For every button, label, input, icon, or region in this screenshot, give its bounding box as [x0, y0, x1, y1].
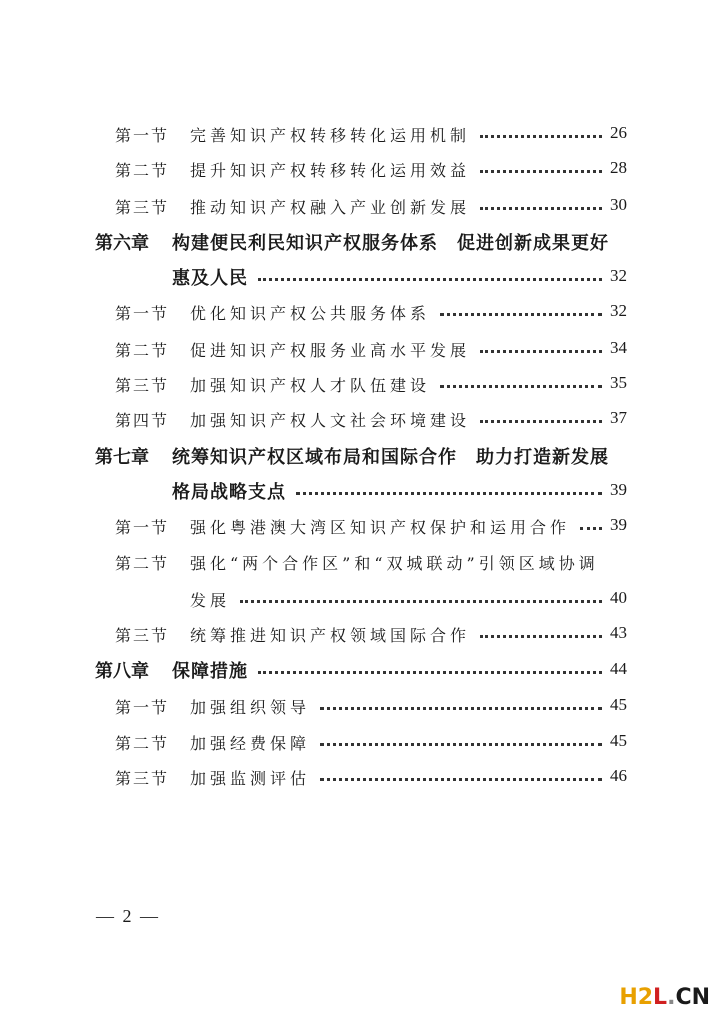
toc-page-number: 43: [610, 623, 627, 642]
toc-page-number: 40: [610, 588, 627, 607]
toc-entry-title: 惠及人民: [172, 268, 248, 289]
toc-chapter-number: 第六章: [95, 233, 149, 254]
toc-section-entry: [0, 299, 720, 329]
toc-chapter-number: 第八章: [95, 661, 149, 682]
toc-leader-dots: [320, 707, 602, 710]
watermark-dot: .: [667, 985, 676, 1010]
toc-section-number: 第二节: [115, 341, 170, 360]
watermark-h: H: [619, 985, 638, 1010]
site-watermark: [619, 985, 710, 1010]
toc-page-number: 32: [610, 266, 627, 285]
toc-section-entry: [0, 764, 720, 794]
toc-section-entry: [0, 371, 720, 401]
toc-leader-dots: [440, 385, 602, 388]
toc-section-entry: [0, 693, 720, 723]
toc-leader-dots: [320, 778, 602, 781]
toc-page-number: 28: [610, 158, 627, 177]
toc-leader-dots: [480, 350, 602, 353]
toc-section-entry: [0, 621, 720, 651]
toc-section-entry: [0, 513, 720, 543]
page-number-footer: — 2 —: [96, 906, 160, 926]
toc-entry-title: 加强监测评估: [190, 769, 311, 788]
toc-chapter-entry: [0, 229, 720, 259]
watermark-cn: CN: [675, 985, 710, 1010]
toc-section-entry: [0, 121, 720, 151]
toc-chapter-entry: [0, 478, 720, 508]
toc-page-number: 46: [610, 766, 627, 785]
toc-page-number: 32: [610, 301, 627, 320]
toc-section-number: 第一节: [115, 304, 170, 323]
toc-entry-title: 保障措施: [172, 661, 248, 682]
toc-leader-dots: [258, 278, 602, 281]
toc-page-number: 34: [610, 338, 627, 357]
toc-chapter-number: 第七章: [95, 447, 149, 468]
toc-entry-title: 强化粤港澳大湾区知识产权保护和运用合作: [190, 518, 571, 537]
toc-section-number: 第三节: [115, 626, 170, 645]
toc-page-number: 45: [610, 731, 627, 750]
toc-leader-dots: [480, 635, 602, 638]
toc-leader-dots: [440, 313, 602, 316]
toc-section-number: 第二节: [115, 554, 170, 573]
toc-page-number: 39: [610, 480, 627, 499]
toc-entry-title: 加强知识产权人才队伍建设: [190, 376, 431, 395]
toc-section-number: 第二节: [115, 161, 170, 180]
toc-entry-title: 强化“两个合作区”和“双城联动”引领区域协调: [190, 554, 599, 573]
toc-page-number: 39: [610, 515, 627, 534]
toc-entry-title: 统筹推进知识产权领域国际合作: [190, 626, 471, 645]
toc-entry-title: 统筹知识产权区域布局和国际合作 助力打造新发展: [172, 447, 609, 468]
toc-leader-dots: [480, 420, 602, 423]
toc-leader-dots: [240, 600, 602, 603]
toc-leader-dots: [296, 492, 602, 495]
toc-section-number: 第三节: [115, 769, 170, 788]
toc-entry-title: 发展: [190, 591, 231, 610]
toc-leader-dots: [480, 135, 602, 138]
toc-leader-dots: [320, 743, 602, 746]
toc-entry-title: 加强知识产权人文社会环境建设: [190, 411, 471, 430]
toc-entry-title: 提升知识产权转移转化运用效益: [190, 161, 471, 180]
toc-entry-title: 完善知识产权转移转化运用机制: [190, 126, 471, 145]
toc-section-entry: [0, 406, 720, 436]
toc-section-number: 第一节: [115, 126, 170, 145]
toc-section-entry: [0, 549, 720, 579]
toc-entry-title: 加强组织领导: [190, 698, 311, 717]
toc-section-entry: [0, 156, 720, 186]
toc-section-entry: [0, 193, 720, 223]
toc-section-number: 第四节: [115, 411, 170, 430]
toc-entry-title: 格局战略支点: [172, 482, 286, 503]
toc-entry-title: 促进知识产权服务业高水平发展: [190, 341, 471, 360]
toc-page-number: 44: [610, 659, 627, 678]
toc-section-entry: [0, 729, 720, 759]
toc-page-number: 45: [610, 695, 627, 714]
toc-section-number: 第一节: [115, 518, 170, 537]
toc-page-number: 26: [610, 123, 627, 142]
toc-leader-dots: [480, 207, 602, 210]
toc-section-entry: [0, 586, 720, 616]
toc-entry-title: 构建便民利民知识产权服务体系 促进创新成果更好: [172, 233, 609, 254]
watermark-2: 2: [637, 985, 654, 1010]
toc-entry-title: 优化知识产权公共服务体系: [190, 304, 431, 323]
toc-page-number: 37: [610, 408, 627, 427]
toc-page-number: 30: [610, 195, 627, 214]
toc-leader-dots: [258, 671, 602, 674]
toc-entry-title: 推动知识产权融入产业创新发展: [190, 198, 471, 217]
toc-chapter-entry: [0, 657, 720, 687]
toc-entry-title: 加强经费保障: [190, 734, 311, 753]
toc-section-number: 第一节: [115, 698, 170, 717]
toc-chapter-entry: [0, 443, 720, 473]
toc-chapter-entry: [0, 264, 720, 294]
toc-leader-dots: [580, 527, 602, 530]
toc-section-number: 第三节: [115, 376, 170, 395]
toc-section-number: 第二节: [115, 734, 170, 753]
toc-page-number: 35: [610, 373, 627, 392]
toc-section-entry: [0, 336, 720, 366]
watermark-l: L: [653, 985, 668, 1010]
toc-leader-dots: [480, 170, 602, 173]
toc-section-number: 第三节: [115, 198, 170, 217]
